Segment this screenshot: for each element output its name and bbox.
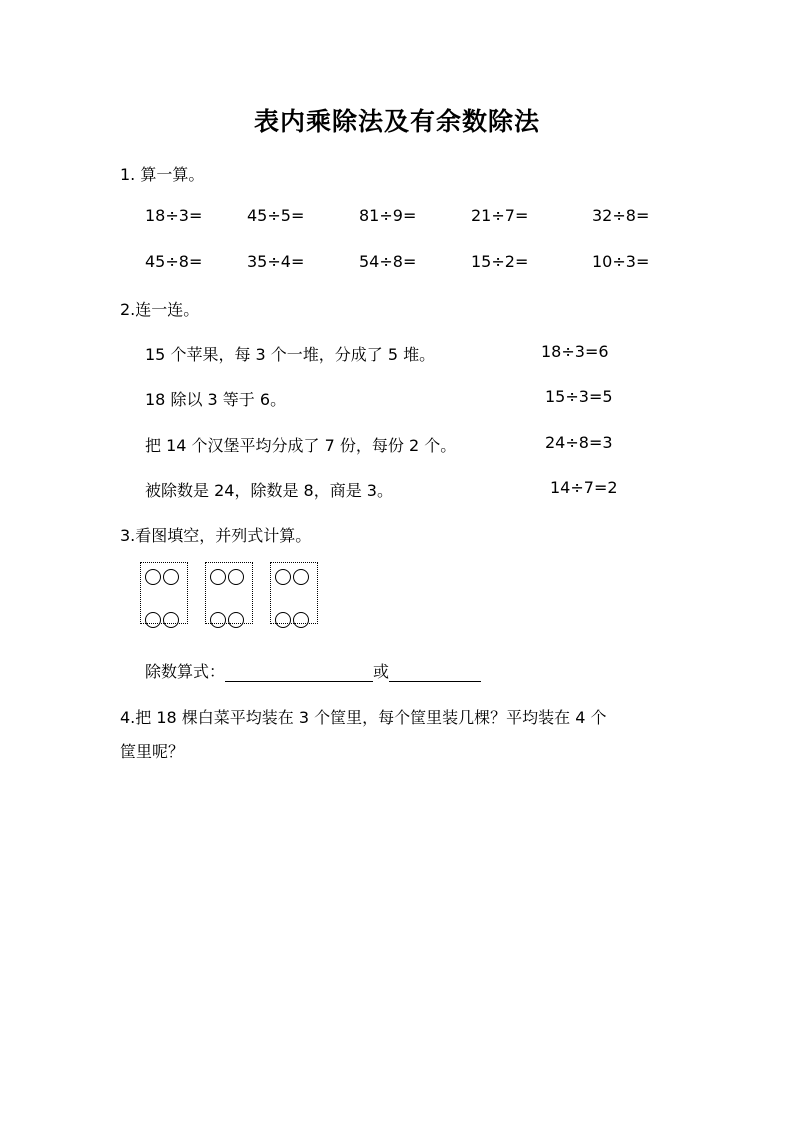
q1-item: 45÷5= — [247, 206, 305, 225]
circle-icon — [228, 569, 244, 585]
q2-right-item: 24÷8=3 — [545, 433, 613, 452]
formula-answer-blank[interactable] — [225, 665, 373, 682]
circle-icon — [145, 612, 161, 628]
q2-heading: 2.连一连。 — [120, 300, 200, 319]
q4-text-line2: 筐里呢？ — [120, 742, 185, 761]
circle-icon — [275, 612, 291, 628]
q1-item: 10÷3= — [592, 252, 650, 271]
q2-right-item: 14÷7=2 — [550, 478, 618, 497]
q1-item: 35÷4= — [247, 252, 305, 271]
q3-formula-row — [145, 659, 481, 682]
q1-item: 15÷2= — [471, 252, 529, 271]
circle-icon — [293, 612, 309, 628]
q1-item: 54÷8= — [359, 252, 417, 271]
q1-item: 21÷7= — [471, 206, 529, 225]
q1-item: 18÷3= — [145, 206, 203, 225]
circle-icon — [163, 569, 179, 585]
circle-icon — [293, 569, 309, 585]
formula-alt-answer-blank[interactable] — [389, 665, 481, 682]
q1-heading: 1. 算一算。 — [120, 165, 205, 184]
page-title: 表内乘除法及有余数除法 — [253, 107, 540, 136]
circle-icon — [275, 569, 291, 585]
circle-icon — [145, 569, 161, 585]
formula-label: 除数算式： — [145, 662, 226, 681]
circle-icon — [210, 569, 226, 585]
q1-item: 81÷9= — [359, 206, 417, 225]
circle-icon — [228, 612, 244, 628]
or-label: 或 — [373, 662, 390, 681]
circle-icon — [163, 612, 179, 628]
q2-left-item: 15 个苹果，每 3 个一堆，分成了 5 堆。 — [145, 345, 436, 364]
q2-right-item: 18÷3=6 — [541, 342, 609, 361]
q2-right-item: 15÷3=5 — [545, 387, 613, 406]
q3-heading: 3.看图填空，并列式计算。 — [120, 526, 312, 545]
q1-item: 32÷8= — [592, 206, 650, 225]
grouping-figure — [140, 562, 340, 632]
q4-text-line1: 4.把 18 棵白菜平均装在 3 个筐里，每个筐里装几棵？平均装在 4 个 — [120, 708, 607, 727]
circle-icon — [210, 612, 226, 628]
q1-item: 45÷8= — [145, 252, 203, 271]
q2-left-item: 被除数是 24，除数是 8，商是 3。 — [145, 481, 393, 500]
q2-left-item: 把 14 个汉堡平均分成了 7 份，每份 2 个。 — [145, 436, 457, 455]
q2-left-item: 18 除以 3 等于 6。 — [145, 390, 287, 409]
